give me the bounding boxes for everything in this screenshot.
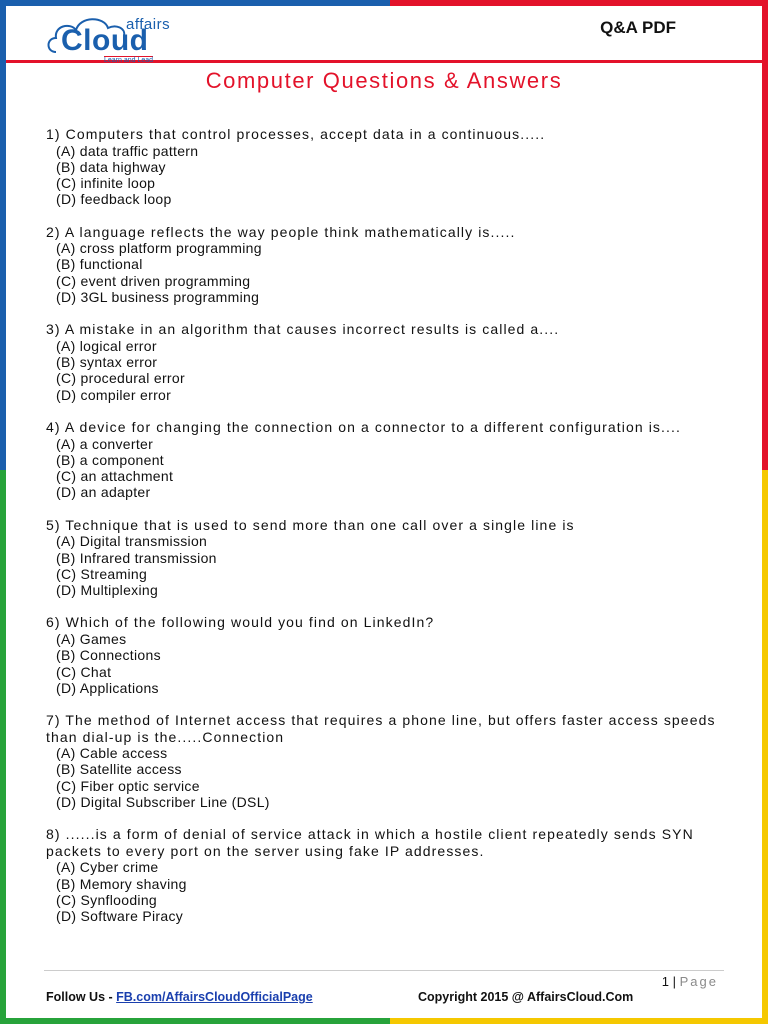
question-item [46,419,726,501]
affairscloud-logo [44,8,174,64]
question-text: 8) ......is a form of denial of service attack in which a hostile client repeatedly sends SYN packets to every port on the server using fake IP addresses. [46,826,694,859]
page-number [662,974,718,989]
answer-option: (B) data highway [56,158,166,175]
answer-option: (A) a converter [56,435,154,452]
page-number-separator: | [669,974,680,989]
answer-option: (C) infinite loop [56,175,156,192]
answer-option: (B) Satellite access [56,761,182,778]
answer-option: (D) Multiplexing [56,582,159,599]
answer-option: (B) functional [56,256,143,273]
frame-left-green [0,470,6,1024]
answer-option: (C) procedural error [56,370,185,387]
question-text: 2) A language reflects the way people think mathematically is..... [46,223,516,240]
question-item [46,126,726,208]
answer-option: (D) Applications [56,679,159,696]
copyright-text: Copyright 2015 @ AffairsCloud.Com [418,990,634,1004]
answer-option: (D) 3GL business programming [56,289,260,306]
answer-option: (A) cross platform programming [56,240,262,257]
question-item [46,614,726,696]
question-text: 3) A mistake in an algorithm that causes incorrect results is called a.... [46,321,560,338]
answer-option: (C) Streaming [56,565,148,582]
frame-top-red [390,0,768,6]
question-item [46,224,726,306]
page-number-value: 1 [661,974,670,989]
answer-option: (A) Digital transmission [56,533,208,550]
logo-cloud-text: Cloud [61,24,149,57]
answer-option: (B) syntax error [56,354,158,371]
frame-bottom-yellow [390,1018,768,1024]
question-text: 1) Computers that control processes, accept data in a continuous..... [46,126,546,142]
question-text: 6) Which of the following would you find on LinkedIn? [46,614,435,631]
answer-option: (C) Synflooding [56,891,157,908]
question-item [46,517,726,599]
facebook-link[interactable]: FB.com/AffairsCloudOfficialPage [116,990,313,1004]
answer-option: (A) Cyber crime [56,859,159,876]
qa-pdf-label: Q&A PDF [600,18,676,37]
frame-bottom-green [0,1018,390,1024]
question-text: 7) The method of Internet access that requires a phone line, but offers faster access speeds than dial-up is the.....Connection [46,712,716,745]
answer-option: (D) an adapter [56,484,151,501]
answer-option: (B) Memory shaving [56,875,187,892]
answer-option: (A) Cable access [56,745,168,762]
follow-label: Follow Us - [46,990,117,1004]
footer-divider [44,970,724,971]
question-text: 4) A device for changing the connection on a connector to a different configuration is.... [46,419,681,436]
page-word: Page [679,974,718,989]
logo-affairs-text: affairs [126,16,171,33]
answer-option: (A) logical error [56,337,157,354]
questions-list [46,126,726,941]
answer-option: (C) Fiber optic service [56,777,200,794]
question-text: 5) Technique that is used to send more than one call over a single line is [46,516,575,533]
answer-option: (D) Digital Subscriber Line (DSL) [56,794,270,811]
answer-option: (C) Chat [56,663,112,680]
answer-option: (B) Infrared transmission [56,549,217,566]
answer-option: (B) Connections [56,647,161,664]
answer-option: (D) compiler error [56,386,172,403]
answer-option: (C) event driven programming [56,272,251,289]
answer-option: (D) Software Piracy [56,908,184,925]
question-item [46,321,726,403]
answer-option: (C) an attachment [56,468,174,485]
question-item [46,826,726,924]
frame-right-yellow [762,470,768,1024]
follow-us [46,990,313,1004]
frame-top-blue [0,0,390,6]
answer-option: (B) a component [56,451,164,468]
page-title: Computer Questions & Answers [205,68,563,93]
question-item [46,712,726,810]
answer-option: (A) data traffic pattern [56,142,199,159]
logo-tagline: Learn and Lead [104,57,154,64]
answer-option: (A) Games [56,630,127,647]
answer-option: (D) feedback loop [56,191,172,208]
